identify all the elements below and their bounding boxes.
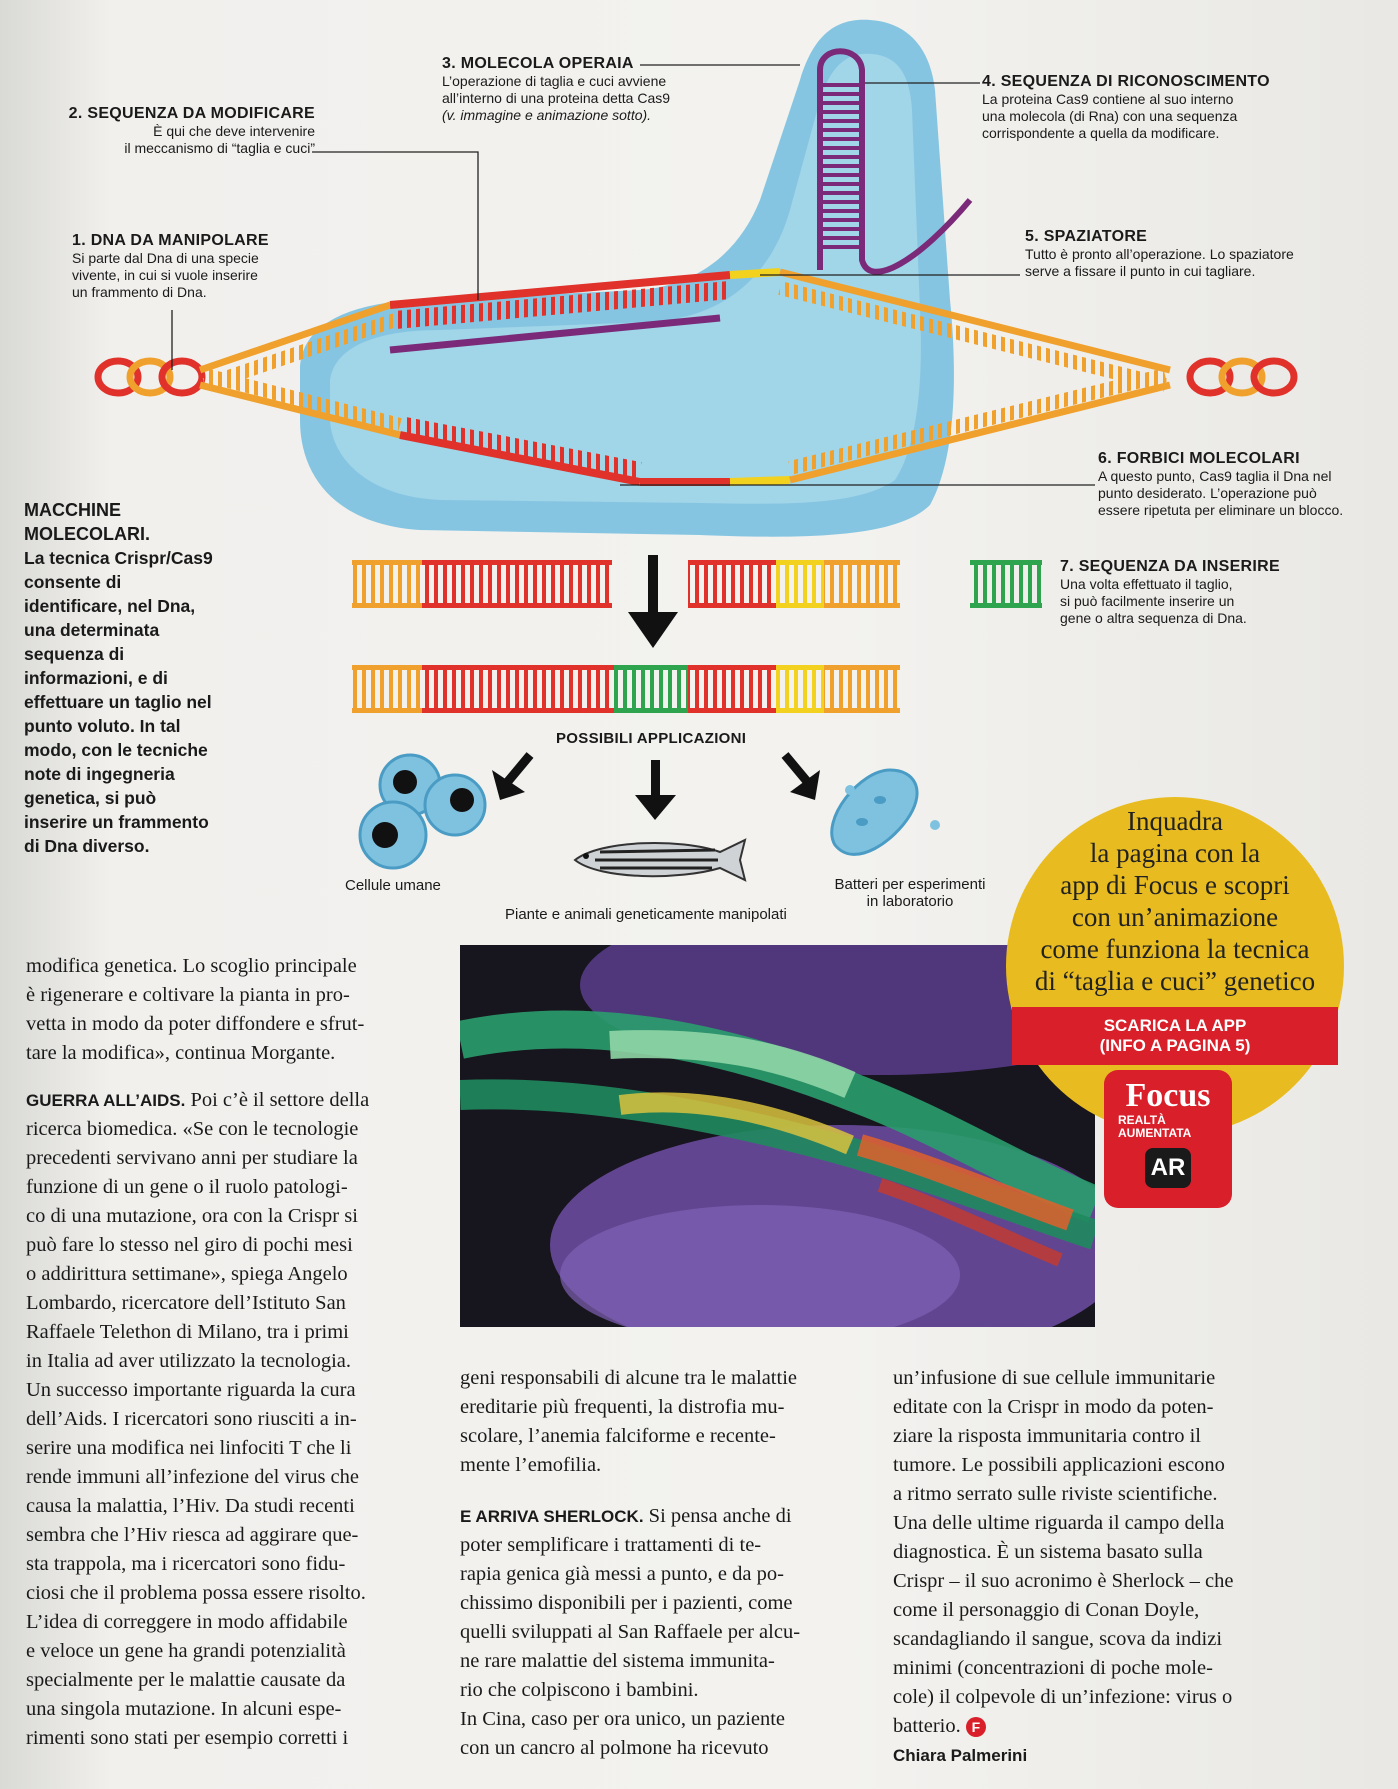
sidebar-title: MACCHINE	[24, 500, 121, 520]
ar-line: di “taglia e cuci” genetico	[1034, 966, 1316, 996]
sidebar-line: modo, con le tecniche	[24, 740, 208, 760]
sidebar-line: informazioni, e di	[24, 668, 168, 688]
label-spaziatore	[1025, 228, 1365, 280]
label-line: all’interno di una proteina detta Cas9	[442, 90, 671, 106]
applications-title: POSSIBILI APPLICAZIONI	[556, 730, 747, 747]
label-line: una molecola (di Rna) con una sequenza	[982, 108, 1238, 124]
arrow-down-left-icon	[492, 755, 530, 800]
sidebar-line: una determinata	[24, 620, 160, 640]
sidebar-line: inserire un frammento	[24, 812, 209, 832]
zebrafish-icon	[575, 840, 745, 880]
label-title: 3. MOLECOLA OPERAIA	[442, 55, 634, 72]
text-line: poter semplificare i trattamenti di te-	[460, 1534, 762, 1556]
text-line: una singola mutazione. In alcuni espe-	[26, 1698, 342, 1720]
caption-line: Batteri per esperimenti	[834, 876, 986, 893]
text-line: ricerca biomedica. «Se con le tecnologie	[26, 1118, 359, 1140]
label-sequenza-da-modificare	[60, 105, 315, 157]
label-forbici-molecolari	[1098, 450, 1388, 519]
text-line: specialmente per le malattie causate da	[26, 1669, 346, 1691]
article-column-1	[26, 952, 434, 1753]
label-title: 6. FORBICI MOLECOLARI	[1098, 450, 1300, 467]
text-line: co di una mutazione, ora con la Crispr si	[26, 1205, 358, 1227]
label-line: L’operazione di taglia e cuci avviene	[442, 73, 667, 89]
logo-sub: REALTÀ	[1118, 1113, 1166, 1127]
subhead-guerra-aids: GUERRA ALL’AIDS.	[26, 1091, 186, 1110]
cas9-dna-rendering-image	[460, 945, 1095, 1327]
text-line: rimenti sono stati per esempio corretti i	[26, 1727, 349, 1749]
text-span: batterio.	[893, 1715, 961, 1737]
text-line: modifica genetica. Lo scoglio principale	[26, 955, 357, 977]
sidebar-line: sequenza di	[24, 644, 125, 664]
text-line: L’idea di correggere in modo affidabile	[26, 1611, 348, 1633]
label-line: essere ripetuta per eliminare un blocco.	[1098, 502, 1344, 518]
text-line: sembra che l’Hiv riesca ad aggirare que-	[26, 1524, 359, 1546]
text-line: un’infusione di sue cellule immunitarie	[893, 1367, 1216, 1389]
article-column-3	[893, 1364, 1307, 1770]
text-line: a ritmo serrato sulle riviste scientifiche.	[893, 1483, 1218, 1505]
cas9-dna-rendering	[460, 945, 1095, 1327]
text-line: tumore. Le possibili applicazioni escono	[893, 1454, 1225, 1476]
text-span: Poi c’è il settore della	[185, 1089, 370, 1111]
text-line: con un cancro al polmone ha ricevuto	[460, 1737, 769, 1759]
text-line: ciosi che il problema possa essere risolto.	[26, 1582, 366, 1604]
label-line: La proteina Cas9 contiene al suo interno	[982, 91, 1234, 107]
label-line: Si parte dal Dna di una specie	[72, 250, 259, 266]
label-title: 1. DNA DA MANIPOLARE	[72, 232, 269, 249]
text-line: sta trappola, ma i ricercatori sono fidu-	[26, 1553, 346, 1575]
focus-logo-text: Focus	[1125, 1077, 1211, 1114]
text-line: funzione di un gene o il ruolo patologi-	[26, 1176, 348, 1198]
text-line: chissimo disponibili per i pazienti, come	[460, 1592, 793, 1614]
text-line	[26, 1086, 434, 1115]
subhead-arriva-sherlock: E ARRIVA SHERLOCK.	[460, 1507, 644, 1526]
label-line: punto desiderato. L’operazione può	[1098, 485, 1317, 501]
label-line: È qui che deve intervenire	[153, 123, 315, 139]
ar-line: app di Focus e scopri	[1060, 870, 1290, 900]
label-line: vivente, in cui si vuole inserire	[72, 267, 258, 283]
arrow-down-icon	[628, 555, 678, 648]
ar-badge-icon: AR	[1145, 1148, 1191, 1188]
text-line: ne rare malattie del sistema immunita-	[460, 1650, 775, 1672]
author-byline: Chiara Palmerini	[893, 1746, 1028, 1765]
text-line: scandagliando il sangue, scova da indizi	[893, 1628, 1223, 1650]
text-line: causa la malattia, l’Hiv. Da studi recenti	[26, 1495, 355, 1517]
dna-helix-right	[1190, 361, 1294, 393]
band-line: SCARICA LA APP	[1103, 1016, 1247, 1035]
label-molecola-operaia	[442, 55, 722, 124]
text-line: precedenti servivano anni per studiare la	[26, 1147, 358, 1169]
text-line: in Italia ad aver utilizzato la tecnologia.	[26, 1350, 352, 1372]
text-line: quelli sviluppati al San Raffaele per alcu-	[460, 1621, 801, 1643]
text-line: come il personaggio di Conan Doyle,	[893, 1599, 1200, 1621]
text-line: dell’Aids. I ricercatori sono riusciti a in-	[26, 1408, 357, 1430]
text-line: Raffaele Telethon di Milano, tra i primi	[26, 1321, 349, 1343]
text-line: Una delle ultime riguarda il campo della	[893, 1512, 1225, 1534]
text-line: è rigenerare e coltivare la pianta in pro-	[26, 984, 350, 1006]
arrow-down-center-icon	[635, 760, 676, 820]
focus-ar-logo	[1104, 1070, 1232, 1208]
caption-cellule-umane: Cellule umane	[345, 877, 441, 894]
text-line: tare la modifica», continua Morgante.	[26, 1042, 336, 1064]
cut-strands	[352, 560, 900, 608]
text-line	[893, 1712, 1307, 1741]
label-line: (v. immagine e animazione sotto).	[442, 107, 652, 123]
label-line: corrispondente a quella da modificare.	[982, 125, 1220, 141]
label-title: 2. SEQUENZA DA MODIFICARE	[68, 105, 315, 122]
text-line: serire una modifica nei linfociti T che li	[26, 1437, 352, 1459]
text-line: rio che colpiscono i bambini.	[460, 1679, 699, 1701]
band-line: (INFO A PAGINA 5)	[1099, 1036, 1251, 1055]
human-cells-icon	[360, 755, 485, 868]
bacteria-icon	[832, 770, 940, 854]
ar-line: Inquadra	[1127, 806, 1223, 836]
arrow-down-right-icon	[785, 755, 820, 800]
caption-line: in laboratorio	[866, 893, 954, 910]
label-line: Una volta effettuato il taglio,	[1060, 576, 1233, 592]
label-sequenza-da-inserire	[1060, 558, 1320, 627]
text-line: vetta in modo da poter diffondere e sfrut-	[26, 1013, 365, 1035]
label-line: A questo punto, Cas9 taglia il Dna nel	[1098, 468, 1332, 484]
text-line: rapia genica già messi a punto, e da po-	[460, 1563, 784, 1585]
label-line: il meccanismo di “taglia e cuci”	[124, 140, 315, 156]
article-column-2	[460, 1364, 862, 1763]
sidebar-line: punto voluto. In tal	[24, 716, 181, 736]
text-line: geni responsabili di alcune tra le malattie	[460, 1367, 797, 1389]
insert-sequence	[970, 560, 1042, 608]
logo-sub: AUMENTATA	[1118, 1126, 1192, 1140]
label-line: un frammento di Dna.	[72, 284, 207, 300]
text-line: rende immuni all’infezione del virus che	[26, 1466, 360, 1488]
text-span: Si pensa anche di	[643, 1505, 792, 1527]
text-line: ereditarie più frequenti, la distrofia mu-	[460, 1396, 785, 1418]
label-title: 7. SEQUENZA DA INSERIRE	[1060, 558, 1280, 575]
sidebar-line: note di ingegneria	[24, 764, 175, 784]
sidebar-line: La tecnica Crispr/Cas9	[24, 548, 213, 568]
text-line: minimi (concentrazioni di poche mole-	[893, 1657, 1213, 1679]
ar-line: come funziona la tecnica	[1040, 934, 1310, 964]
text-line	[460, 1502, 862, 1531]
sidebar-title: MOLECOLARI.	[24, 524, 150, 544]
ar-promo-text	[1010, 805, 1340, 997]
text-line: scolare, l’anemia falciforme e recente-	[460, 1425, 776, 1447]
sidebar-line: identificare, nel Dna,	[24, 596, 196, 616]
label-line: Tutto è pronto all’operazione. Lo spaziatore	[1025, 246, 1294, 262]
label-line: serve a fissare il punto in cui tagliare.	[1025, 263, 1256, 279]
sidebar-line: genetica, si può	[24, 788, 157, 808]
focus-end-mark-icon: F	[966, 1717, 986, 1737]
text-line: Crispr – il suo acronimo è Sherlock – che	[893, 1570, 1234, 1592]
label-sequenza-di-riconoscimento	[982, 73, 1282, 142]
label-title: 5. SPAZIATORE	[1025, 228, 1148, 245]
label-title: 4. SEQUENZA DI RICONOSCIMENTO	[982, 73, 1270, 90]
text-line: In Cina, caso per ora unico, un paziente	[460, 1708, 786, 1730]
download-app-band[interactable]	[1012, 1007, 1338, 1065]
text-line: mente l’emofilia.	[460, 1454, 602, 1476]
label-line: gene o altra sequenza di Dna.	[1060, 610, 1247, 626]
text-line: cole) il colpevole di un’infezione: virus o	[893, 1686, 1233, 1708]
label-line: si può facilmente inserire un	[1060, 593, 1235, 609]
text-line: e veloce un gene ha grandi potenzialità	[26, 1640, 346, 1662]
text-line: Un successo importante riguarda la cura	[26, 1379, 356, 1401]
edited-dna	[352, 665, 900, 713]
sidebar-macchine-molecolari	[24, 498, 254, 858]
sidebar-line: di Dna diverso.	[24, 836, 150, 856]
ar-line: la pagina con la	[1089, 838, 1261, 868]
dna-helix-left	[98, 361, 202, 393]
sidebar-line: effettuare un taglio nel	[24, 692, 212, 712]
sidebar-line: consente di	[24, 572, 122, 592]
text-line: o addirittura settimane», spiega Angelo	[26, 1263, 348, 1285]
caption-piante-animali: Piante e animali geneticamente manipolati	[505, 906, 787, 923]
text-line: può fare lo stesso nel giro di pochi mesi	[26, 1234, 353, 1256]
ar-line: con un’animazione	[1071, 902, 1279, 932]
text-line: Lombardo, ricercatore dell’Istituto San	[26, 1292, 346, 1314]
text-line: ziare la risposta immunitaria contro il	[893, 1425, 1201, 1447]
label-dna-da-manipolare	[72, 232, 302, 301]
text-line: editate con la Crispr in modo da poten-	[893, 1396, 1214, 1418]
caption-batteri	[820, 876, 1000, 910]
text-line: diagnostica. È un sistema basato sulla	[893, 1541, 1203, 1563]
